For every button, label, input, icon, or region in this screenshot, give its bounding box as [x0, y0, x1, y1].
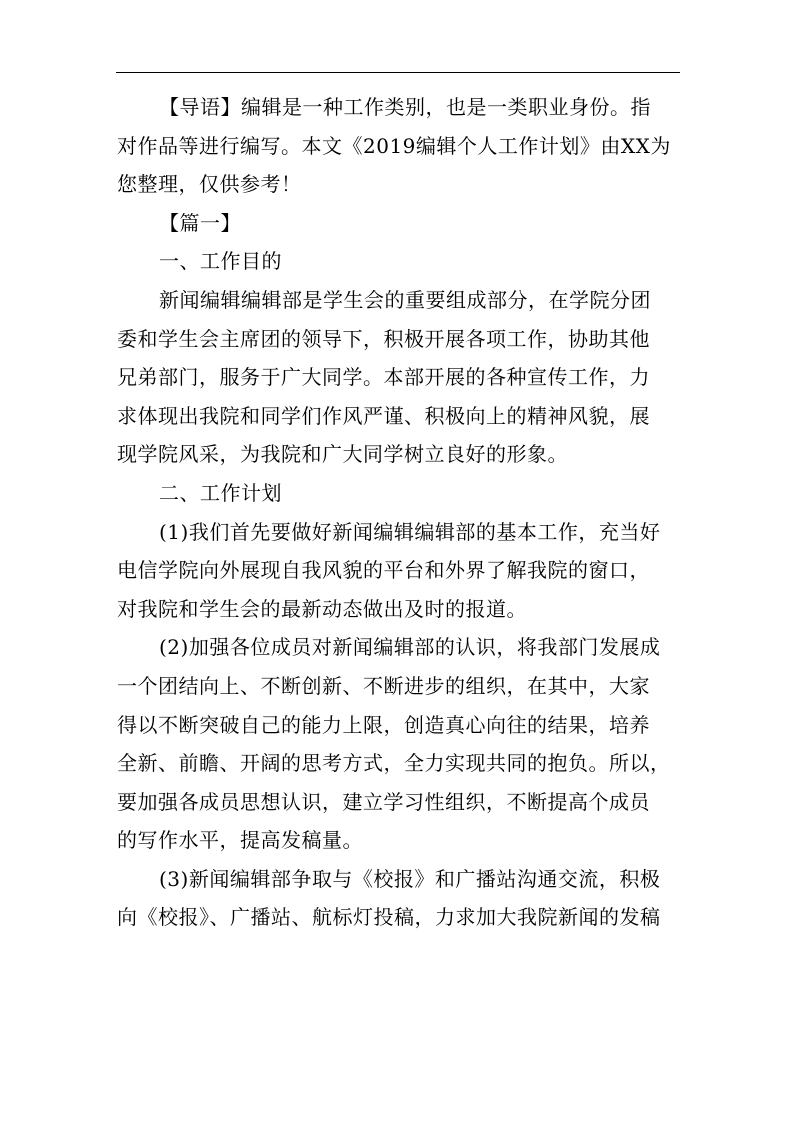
text-line: 您整理，仅供参考！ [117, 172, 302, 197]
text-line: 电信学院向外展现自我风貌的平台和外界了解我院的窗口， [117, 558, 650, 583]
text-line: 委和学生会主席团的领导下，积极开展各项工作，协助其他 [117, 326, 650, 351]
text-line: 要加强各成员思想认识，建立学习性组织，不断提高个成员 [117, 789, 650, 814]
text-line: 二、工作计划 [159, 480, 282, 505]
document-body [117, 88, 683, 937]
text-line: 向《校报》、广播站、航标灯投稿，力求加大我院新闻的发稿 [117, 905, 661, 930]
header-divider [116, 72, 680, 73]
text-line: 【篇一】 [159, 210, 241, 235]
text-line: (3)新闻编辑部争取与《校报》和广播站沟通交流，积极 [159, 866, 661, 891]
text-line: 一、工作目的 [159, 249, 282, 274]
text-line: 一个团结向上、不断创新、不断进步的组织，在其中，大家 [117, 673, 650, 698]
text-line: 全新、前瞻、开阔的思考方式，全力实现共同的抱负。所以， [117, 751, 671, 776]
text-line: 【导语】编辑是一种工作类别，也是一类职业身份。指 [159, 95, 651, 119]
text-line: 兄弟部门，服务于广大同学。本部开展的各种宣传工作，力 [117, 365, 650, 390]
text-line: 得以不断突破自己的能力上限，创造真心向往的结果，培养 [117, 712, 650, 737]
text-line: 新闻编辑编辑部是学生会的重要组成部分，在学院分团 [159, 287, 651, 312]
text-line: 对作品等进行编写。本文《2019编辑个人工作计划》由XX为 [117, 133, 671, 158]
text-line: 的写作水平，提高发稿量。 [117, 828, 363, 853]
text-line: (1)我们首先要做好新闻编辑编辑部的基本工作，充当好 [159, 519, 661, 544]
text-line: 求体现出我院和同学们作风严谨、积极向上的精神风貌，展 [117, 403, 650, 428]
text-line: 现学院风采，为我院和广大同学树立良好的形象。 [117, 442, 568, 467]
text-line: 对我院和学生会的最新动态做出及时的报道。 [117, 596, 527, 621]
text-line: (2)加强各位成员对新闻编辑部的认识，将我部门发展成 [159, 635, 661, 660]
